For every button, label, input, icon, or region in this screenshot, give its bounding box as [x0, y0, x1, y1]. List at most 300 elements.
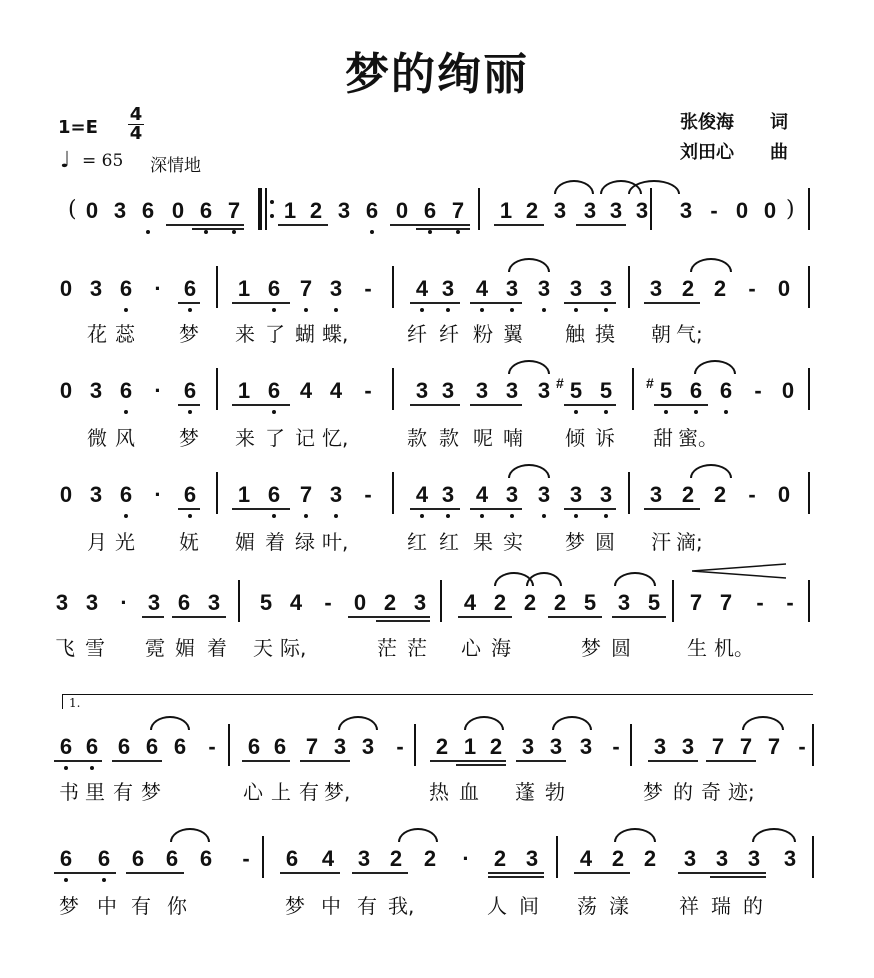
note-digit: 4	[321, 846, 335, 871]
tempo-marking: = 65	[82, 151, 124, 171]
lyric-syllable: 实	[503, 530, 523, 554]
lyric-syllable: 漾	[609, 894, 629, 918]
note	[566, 482, 586, 508]
note	[302, 734, 322, 760]
note-digit: 3	[89, 276, 103, 301]
note	[686, 590, 706, 616]
tie-slur	[552, 716, 592, 730]
lyric-syllable: 迹;	[728, 780, 755, 804]
note-digit: 2	[423, 846, 437, 871]
note	[280, 198, 300, 224]
note	[456, 846, 476, 872]
beam-underline	[232, 508, 290, 510]
note-digit: 7	[719, 590, 733, 615]
beam-underline	[576, 224, 626, 226]
lyric-syllable: 机。	[714, 636, 754, 660]
lyric-syllable: 倾	[565, 426, 585, 450]
note-digit: -	[208, 734, 216, 759]
low-octave-dot	[724, 410, 728, 414]
lyric-syllable: 有	[299, 780, 319, 804]
low-octave-dot	[480, 308, 484, 312]
note	[420, 846, 440, 872]
note	[282, 846, 302, 872]
note	[678, 734, 698, 760]
note	[438, 482, 458, 508]
low-octave-dot	[420, 514, 424, 518]
note	[750, 590, 770, 616]
note	[534, 482, 554, 508]
beam-underline	[142, 616, 164, 618]
lyric-syllable: 蝶,	[322, 322, 349, 346]
lyric-syllable: 际,	[280, 636, 307, 660]
note-digit: 3	[649, 482, 663, 507]
note	[174, 590, 194, 616]
note	[490, 590, 510, 616]
barline	[478, 188, 480, 230]
sharp-icon: #	[646, 375, 654, 391]
barline	[216, 368, 218, 410]
note	[82, 734, 102, 760]
note-digit: 6	[145, 734, 159, 759]
note-digit: 2	[493, 590, 507, 615]
note-digit: 1	[463, 734, 477, 759]
note	[646, 482, 666, 508]
note-digit: 6	[285, 846, 299, 871]
note-digit: 2	[643, 846, 657, 871]
lyric-syllable: 着	[265, 530, 285, 554]
lyric-syllable: 纤	[439, 322, 459, 346]
lyricist-name: 张俊海	[680, 112, 734, 133]
lyric-syllable: 果	[473, 530, 493, 554]
beam-underline	[410, 302, 460, 304]
lyric-syllable: 了	[265, 426, 285, 450]
note-digit: -	[324, 590, 332, 615]
note	[306, 198, 326, 224]
lyric-syllable: 微	[87, 426, 107, 450]
note	[420, 198, 440, 224]
note-digit: 2	[309, 198, 323, 223]
low-octave-dot	[334, 308, 338, 312]
note	[716, 378, 736, 404]
note-digit: 3	[505, 482, 519, 507]
lyric-syllable: 梦	[59, 894, 79, 918]
note-digit: 3	[113, 198, 127, 223]
lyric-syllable: 祥	[679, 894, 699, 918]
note	[326, 378, 346, 404]
note-digit: 6	[423, 198, 437, 223]
note	[202, 734, 222, 760]
barline	[238, 580, 240, 622]
note	[410, 590, 430, 616]
beam-underline	[242, 760, 290, 762]
note	[94, 846, 114, 872]
lyric-syllable: 血	[459, 780, 479, 804]
note-digit: 0	[59, 378, 73, 403]
note	[234, 378, 254, 404]
note	[116, 378, 136, 404]
note	[576, 846, 596, 872]
note-digit: 1	[237, 482, 251, 507]
note-digit: 7	[227, 198, 241, 223]
note	[780, 846, 800, 872]
note-digit: 6	[119, 378, 133, 403]
crescendo-hairpin-icon	[692, 562, 786, 580]
note-digit: ·	[462, 846, 470, 871]
low-octave-dot	[574, 308, 578, 312]
note	[286, 590, 306, 616]
note	[138, 198, 158, 224]
lyric-syllable: 上	[271, 780, 291, 804]
note-digit: -	[364, 482, 372, 507]
lyric-syllable: 茫	[407, 636, 427, 660]
note-digit: 5	[583, 590, 597, 615]
note	[362, 198, 382, 224]
note	[596, 378, 616, 404]
note-digit: 3	[683, 846, 697, 871]
beam-underline	[470, 302, 522, 304]
note	[56, 378, 76, 404]
lyric-syllable: 茫	[377, 636, 397, 660]
note-digit: 3	[89, 482, 103, 507]
note-digit: 3	[537, 378, 551, 403]
note-digit: 4	[415, 482, 429, 507]
note-digit: 2	[713, 482, 727, 507]
note	[710, 482, 730, 508]
beam-underline	[456, 764, 506, 766]
note-digit: 3	[361, 734, 375, 759]
low-octave-dot	[694, 410, 698, 414]
low-octave-dot	[510, 514, 514, 518]
note	[168, 198, 188, 224]
note	[264, 276, 284, 302]
note-digit: 2	[525, 198, 539, 223]
note-digit: 4	[289, 590, 303, 615]
lyric-syllable: 滴;	[676, 530, 703, 554]
note-digit: 3	[441, 276, 455, 301]
low-octave-dot	[420, 308, 424, 312]
note-digit: 1	[237, 378, 251, 403]
lyric-syllable: 月	[87, 530, 107, 554]
note-digit: 3	[525, 846, 539, 871]
lyric-syllable: 蓬	[515, 780, 535, 804]
note	[778, 378, 798, 404]
note	[264, 482, 284, 508]
lyric-syllable: 汗	[651, 530, 671, 554]
note-digit: 3	[357, 846, 371, 871]
note-digit: 3	[85, 590, 99, 615]
lyric-syllable: 瑞	[711, 894, 731, 918]
note	[244, 734, 264, 760]
note-digit: 6	[85, 734, 99, 759]
lyric-syllable: 热	[429, 780, 449, 804]
note	[710, 276, 730, 302]
note-digit: 3	[329, 482, 343, 507]
note-digit: 3	[55, 590, 69, 615]
note-digit: 2	[681, 276, 695, 301]
note	[144, 590, 164, 616]
note-digit: ·	[154, 378, 162, 403]
note-digit: 3	[747, 846, 761, 871]
key-signature: 1=E	[58, 117, 98, 138]
note	[116, 276, 136, 302]
barline	[262, 836, 264, 878]
note-digit: 3	[553, 198, 567, 223]
lyric-syllable: 媚	[235, 530, 255, 554]
note	[180, 482, 200, 508]
parenthesis: (	[68, 197, 77, 222]
lyric-syllable: 梦	[179, 322, 199, 346]
note	[460, 734, 480, 760]
lyric-syllable: 红	[439, 530, 459, 554]
note	[716, 590, 736, 616]
note-digit: 3	[609, 198, 623, 223]
note	[632, 198, 652, 224]
repeat-dot	[270, 214, 274, 218]
lyric-syllable: 忆,	[322, 426, 349, 450]
note	[56, 846, 76, 872]
note	[646, 276, 666, 302]
lyric-syllable: 绿	[295, 530, 315, 554]
composer-role: 曲	[770, 142, 788, 163]
composer-name: 刘田心	[680, 142, 734, 163]
low-octave-dot	[604, 514, 608, 518]
repeat-dot	[270, 200, 274, 204]
note-digit: ·	[120, 590, 128, 615]
note-digit: 3	[441, 378, 455, 403]
note-digit: -	[364, 378, 372, 403]
note-digit: ·	[154, 482, 162, 507]
lyric-syllable: 的	[673, 780, 693, 804]
tie-slur	[614, 828, 656, 842]
note	[460, 590, 480, 616]
note	[82, 198, 102, 224]
barline	[228, 724, 230, 766]
note-digit: 3	[653, 734, 667, 759]
barline	[630, 724, 632, 766]
beam-underline	[644, 302, 700, 304]
quarter-note-icon: ♩	[60, 148, 71, 173]
note	[502, 482, 522, 508]
note	[438, 378, 458, 404]
note-digit: 6	[119, 482, 133, 507]
low-octave-dot	[446, 308, 450, 312]
note	[676, 198, 696, 224]
note	[502, 276, 522, 302]
note	[678, 482, 698, 508]
note-digit: 0	[59, 276, 73, 301]
lyric-syllable: 里	[85, 780, 105, 804]
note-digit: 6	[177, 590, 191, 615]
tie-slur	[742, 716, 784, 730]
barline	[216, 472, 218, 514]
time-signature	[128, 106, 144, 143]
low-octave-dot	[204, 230, 208, 234]
beam-underline	[430, 760, 506, 762]
note-digit: 5	[659, 378, 673, 403]
note	[742, 276, 762, 302]
barline	[808, 580, 810, 622]
note	[412, 482, 432, 508]
note-digit: 3	[521, 734, 535, 759]
note-digit: 0	[735, 198, 749, 223]
note	[110, 198, 130, 224]
note-digit: 6	[199, 846, 213, 871]
barline	[628, 472, 630, 514]
note-digit: 6	[273, 734, 287, 759]
tie-slur	[628, 180, 680, 194]
lyric-syllable: 心	[243, 780, 263, 804]
note	[550, 590, 570, 616]
barline	[392, 472, 394, 514]
note-digit: -	[242, 846, 250, 871]
lyric-syllable: 圆	[611, 636, 631, 660]
note-digit: 3	[505, 276, 519, 301]
lyric-syllable: 我,	[388, 894, 415, 918]
note-digit: 2	[713, 276, 727, 301]
time-signature-bottom: 4	[129, 123, 143, 144]
beam-underline	[376, 620, 430, 622]
note-digit: 6	[119, 276, 133, 301]
note-digit: 3	[715, 846, 729, 871]
lyric-syllable: 朝	[651, 322, 671, 346]
barline	[628, 266, 630, 308]
low-octave-dot	[232, 230, 236, 234]
note	[86, 378, 106, 404]
note-digit: -	[748, 482, 756, 507]
note	[606, 198, 626, 224]
note	[760, 198, 780, 224]
lyric-syllable: 红	[407, 530, 427, 554]
beam-underline	[564, 302, 616, 304]
note	[392, 198, 412, 224]
note-digit: 3	[583, 198, 597, 223]
beam-underline	[470, 404, 522, 406]
beam-underline	[112, 760, 162, 762]
barline	[650, 188, 652, 230]
lyric-syllable: 来	[235, 322, 255, 346]
note	[486, 734, 506, 760]
tie-slur	[338, 716, 378, 730]
note-digit: 4	[329, 378, 343, 403]
beam-underline	[410, 404, 460, 406]
note	[614, 590, 634, 616]
note-digit: 2	[435, 734, 449, 759]
low-octave-dot	[64, 766, 68, 770]
note-digit: 7	[739, 734, 753, 759]
note-digit: 3	[579, 734, 593, 759]
note-digit: -	[710, 198, 718, 223]
note-digit: 3	[475, 378, 489, 403]
beam-underline	[564, 404, 616, 406]
note	[170, 734, 190, 760]
note	[148, 276, 168, 302]
note	[142, 734, 162, 760]
beam-underline	[280, 872, 340, 874]
barline	[812, 724, 814, 766]
note-digit: 7	[711, 734, 725, 759]
note-digit: 3	[569, 482, 583, 507]
note	[56, 734, 76, 760]
note-digit: -	[786, 590, 794, 615]
note	[580, 198, 600, 224]
lyric-syllable: 的	[743, 894, 763, 918]
lyric-syllable: 记	[295, 426, 315, 450]
lyric-syllable: 圆	[595, 530, 615, 554]
note	[680, 846, 700, 872]
beam-underline	[300, 760, 350, 762]
note-digit: 7	[305, 734, 319, 759]
low-octave-dot	[574, 514, 578, 518]
note-digit: 5	[569, 378, 583, 403]
lyric-syllable: 蝴	[295, 322, 315, 346]
note	[566, 276, 586, 302]
note	[606, 734, 626, 760]
note-digit: 6	[267, 482, 281, 507]
note-digit: 2	[611, 846, 625, 871]
note-digit: 3	[337, 198, 351, 223]
note-digit: 0	[85, 198, 99, 223]
lyric-syllable: 花	[87, 322, 107, 346]
lyric-syllable: 甜	[653, 426, 673, 450]
note-digit: 4	[475, 482, 489, 507]
note	[148, 378, 168, 404]
note	[704, 198, 724, 224]
note-digit: 6	[141, 198, 155, 223]
lyric-syllable: 霓	[145, 636, 165, 660]
low-octave-dot	[446, 514, 450, 518]
note	[358, 482, 378, 508]
low-octave-dot	[124, 514, 128, 518]
beam-underline	[54, 872, 116, 874]
beam-underline	[192, 228, 244, 230]
low-octave-dot	[604, 308, 608, 312]
note	[196, 846, 216, 872]
lyric-syllable: 翼	[503, 322, 523, 346]
note-digit: 2	[493, 846, 507, 871]
low-octave-dot	[542, 308, 546, 312]
note	[576, 734, 596, 760]
note-digit: 4	[299, 378, 313, 403]
tie-slur	[526, 572, 562, 586]
beam-underline	[612, 616, 666, 618]
volta-bracket	[62, 694, 813, 709]
note	[354, 846, 374, 872]
note-digit: -	[798, 734, 806, 759]
lyric-syllable: 蕊	[115, 322, 135, 346]
note-digit: 5	[647, 590, 661, 615]
beam-underline	[178, 302, 200, 304]
note-digit: 3	[441, 482, 455, 507]
note-digit: 6	[719, 378, 733, 403]
note	[712, 846, 732, 872]
note	[52, 590, 72, 616]
note	[736, 734, 756, 760]
beam-underline	[548, 616, 602, 618]
tie-slur	[150, 716, 190, 730]
note	[522, 846, 542, 872]
beam-underline	[488, 876, 544, 878]
lyric-syllable: 梦	[643, 780, 663, 804]
low-octave-dot	[188, 410, 192, 414]
note	[546, 734, 566, 760]
note	[256, 590, 276, 616]
beam-underline	[678, 872, 766, 874]
note	[732, 198, 752, 224]
lyric-syllable: 妩	[179, 530, 199, 554]
low-octave-dot	[272, 514, 276, 518]
tie-slur	[690, 464, 732, 478]
note-digit: 3	[617, 590, 631, 615]
